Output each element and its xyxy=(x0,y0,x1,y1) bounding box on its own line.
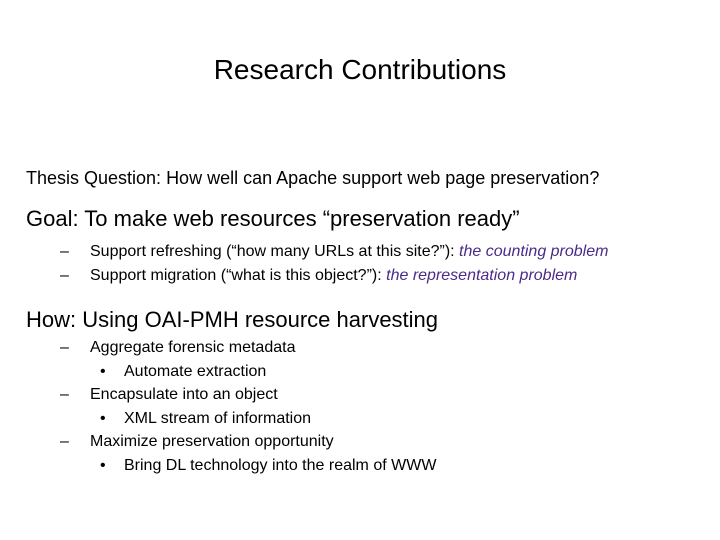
goal-item-migration xyxy=(60,264,608,288)
how-item-encapsulate xyxy=(60,383,436,407)
goal-item-text: Support migration (“what is this object?”): xyxy=(90,266,387,284)
goal-list xyxy=(60,240,608,287)
goal-item-text: Support refreshing (“how many URLs at this site?”): xyxy=(90,243,460,260)
how-subitem-automate xyxy=(60,360,436,384)
how-item-text: Aggregate forensic metadata xyxy=(90,339,296,356)
slide-title: Research Contributions xyxy=(213,54,507,85)
dash-marker: – xyxy=(60,433,69,450)
dash-marker: – xyxy=(60,339,69,356)
goal-item-refreshing xyxy=(60,240,608,264)
how-list xyxy=(60,336,436,477)
dash-marker: – xyxy=(60,243,69,260)
how-heading: How: Using OAI-PMH resource harvesting xyxy=(26,307,439,332)
bullet-marker: • xyxy=(100,409,106,427)
bullet-marker: • xyxy=(100,456,106,474)
thesis-question: Thesis Question: How well can Apache support web page preservation? xyxy=(26,168,600,188)
goal-item-highlight: the representation problem xyxy=(386,266,578,284)
goal-item-highlight: the counting problem xyxy=(459,243,609,260)
bullet-marker: • xyxy=(100,362,106,380)
how-subitem-dl xyxy=(60,454,436,478)
how-subitem-text: Bring DL technology into the realm of WWW xyxy=(124,456,437,474)
how-item-text: Encapsulate into an object xyxy=(90,386,278,403)
how-subitem-text: Automate extraction xyxy=(124,362,267,380)
how-item-text: Maximize preservation opportunity xyxy=(90,433,334,450)
how-subitem-text: XML stream of information xyxy=(124,409,312,427)
how-item-maximize xyxy=(60,430,436,454)
goal-heading: Goal: To make web resources “preservation ready” xyxy=(26,206,520,231)
how-subitem-xml xyxy=(60,407,436,431)
how-item-aggregate xyxy=(60,336,436,360)
dash-marker: – xyxy=(60,266,69,284)
dash-marker: – xyxy=(60,386,69,403)
